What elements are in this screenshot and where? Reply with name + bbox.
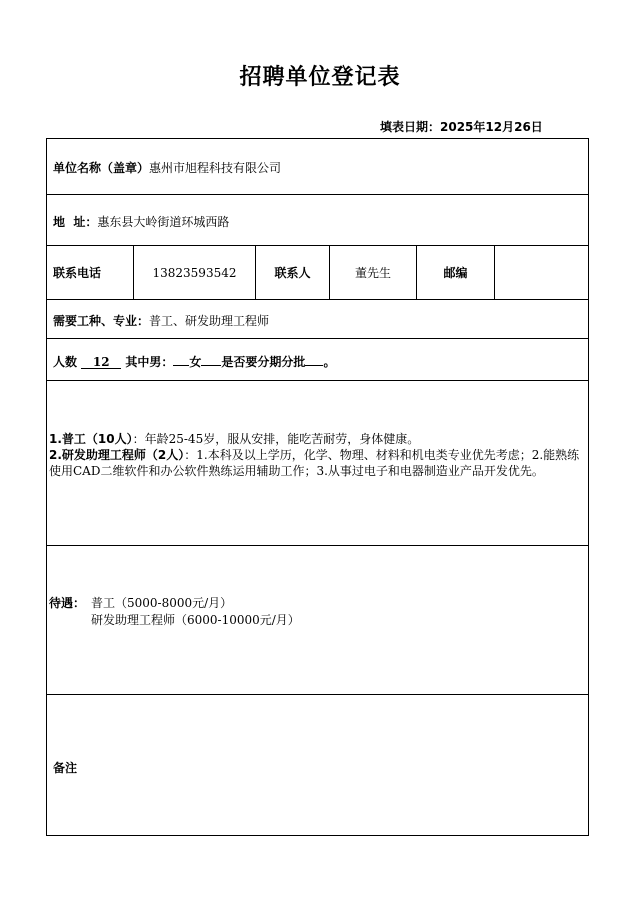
remarks-label: 备注 — [53, 761, 78, 775]
address-value: 惠东县大岭街道环城西路 — [97, 215, 230, 229]
female-value — [201, 365, 221, 366]
requirements-row — [47, 381, 588, 546]
phone-label: 联系电话 — [53, 266, 102, 280]
postcode-label: 邮编 — [443, 266, 468, 280]
requirement-item-1-title: 1.普工（10人） — [49, 432, 133, 446]
salary-line-1: 普工（5000-8000元/月） — [91, 596, 233, 610]
requirement-item-1-text: ：年龄25-45岁，服从安排，能吃苦耐劳，身体健康。 — [132, 432, 420, 446]
salary-line-2: 研发助理工程师（6000-10000元/月） — [91, 613, 300, 627]
requirement-item-2-text: ：1.本科及以上学历，化学、物理、材料和机电类专业优先考虑；2.能熟练使用CAD二维软件和办公软件熟练运用辅助工作；3.从事过电子和电器制造业产品开发优先。 — [49, 448, 580, 478]
contact-person-value: 董先生 — [354, 266, 391, 280]
contact-row — [47, 246, 588, 300]
address-row — [47, 195, 588, 246]
phone-value: 13823593542 — [152, 265, 237, 280]
female-label: 女 — [189, 355, 202, 369]
registration-form — [46, 138, 589, 836]
positions-value: 普工、研发助理工程师 — [149, 314, 270, 328]
headcount-row — [47, 339, 588, 381]
installment-label: 是否要分期分批 — [221, 355, 306, 369]
contact-person-label: 联系人 — [274, 266, 311, 280]
company-label: 单位名称（盖章） — [53, 161, 150, 175]
headcount-label: 人数 — [53, 355, 78, 369]
fill-date: 填表日期：2025年12月26日 — [380, 120, 543, 134]
requirement-item-2 — [49, 447, 582, 479]
positions-label: 需要工种、专业： — [53, 314, 150, 328]
requirement-item-2-title: 2.研发助理工程师（2人） — [49, 448, 185, 462]
male-value — [173, 365, 189, 366]
headcount-end: 。 — [323, 355, 336, 369]
company-value: 惠州市旭程科技有限公司 — [149, 161, 282, 175]
salary-label: 待遇： — [49, 596, 86, 610]
form-title: 招聘单位登记表 — [239, 65, 401, 90]
requirement-item-1 — [49, 431, 582, 447]
company-row — [47, 139, 588, 195]
remarks-row — [47, 695, 588, 837]
male-label: 其中男： — [125, 355, 174, 369]
salary-row — [47, 546, 588, 695]
installment-value — [305, 365, 323, 366]
positions-row — [47, 300, 588, 339]
address-label: 地 址： — [53, 215, 98, 229]
headcount-value: 12 — [81, 356, 121, 369]
